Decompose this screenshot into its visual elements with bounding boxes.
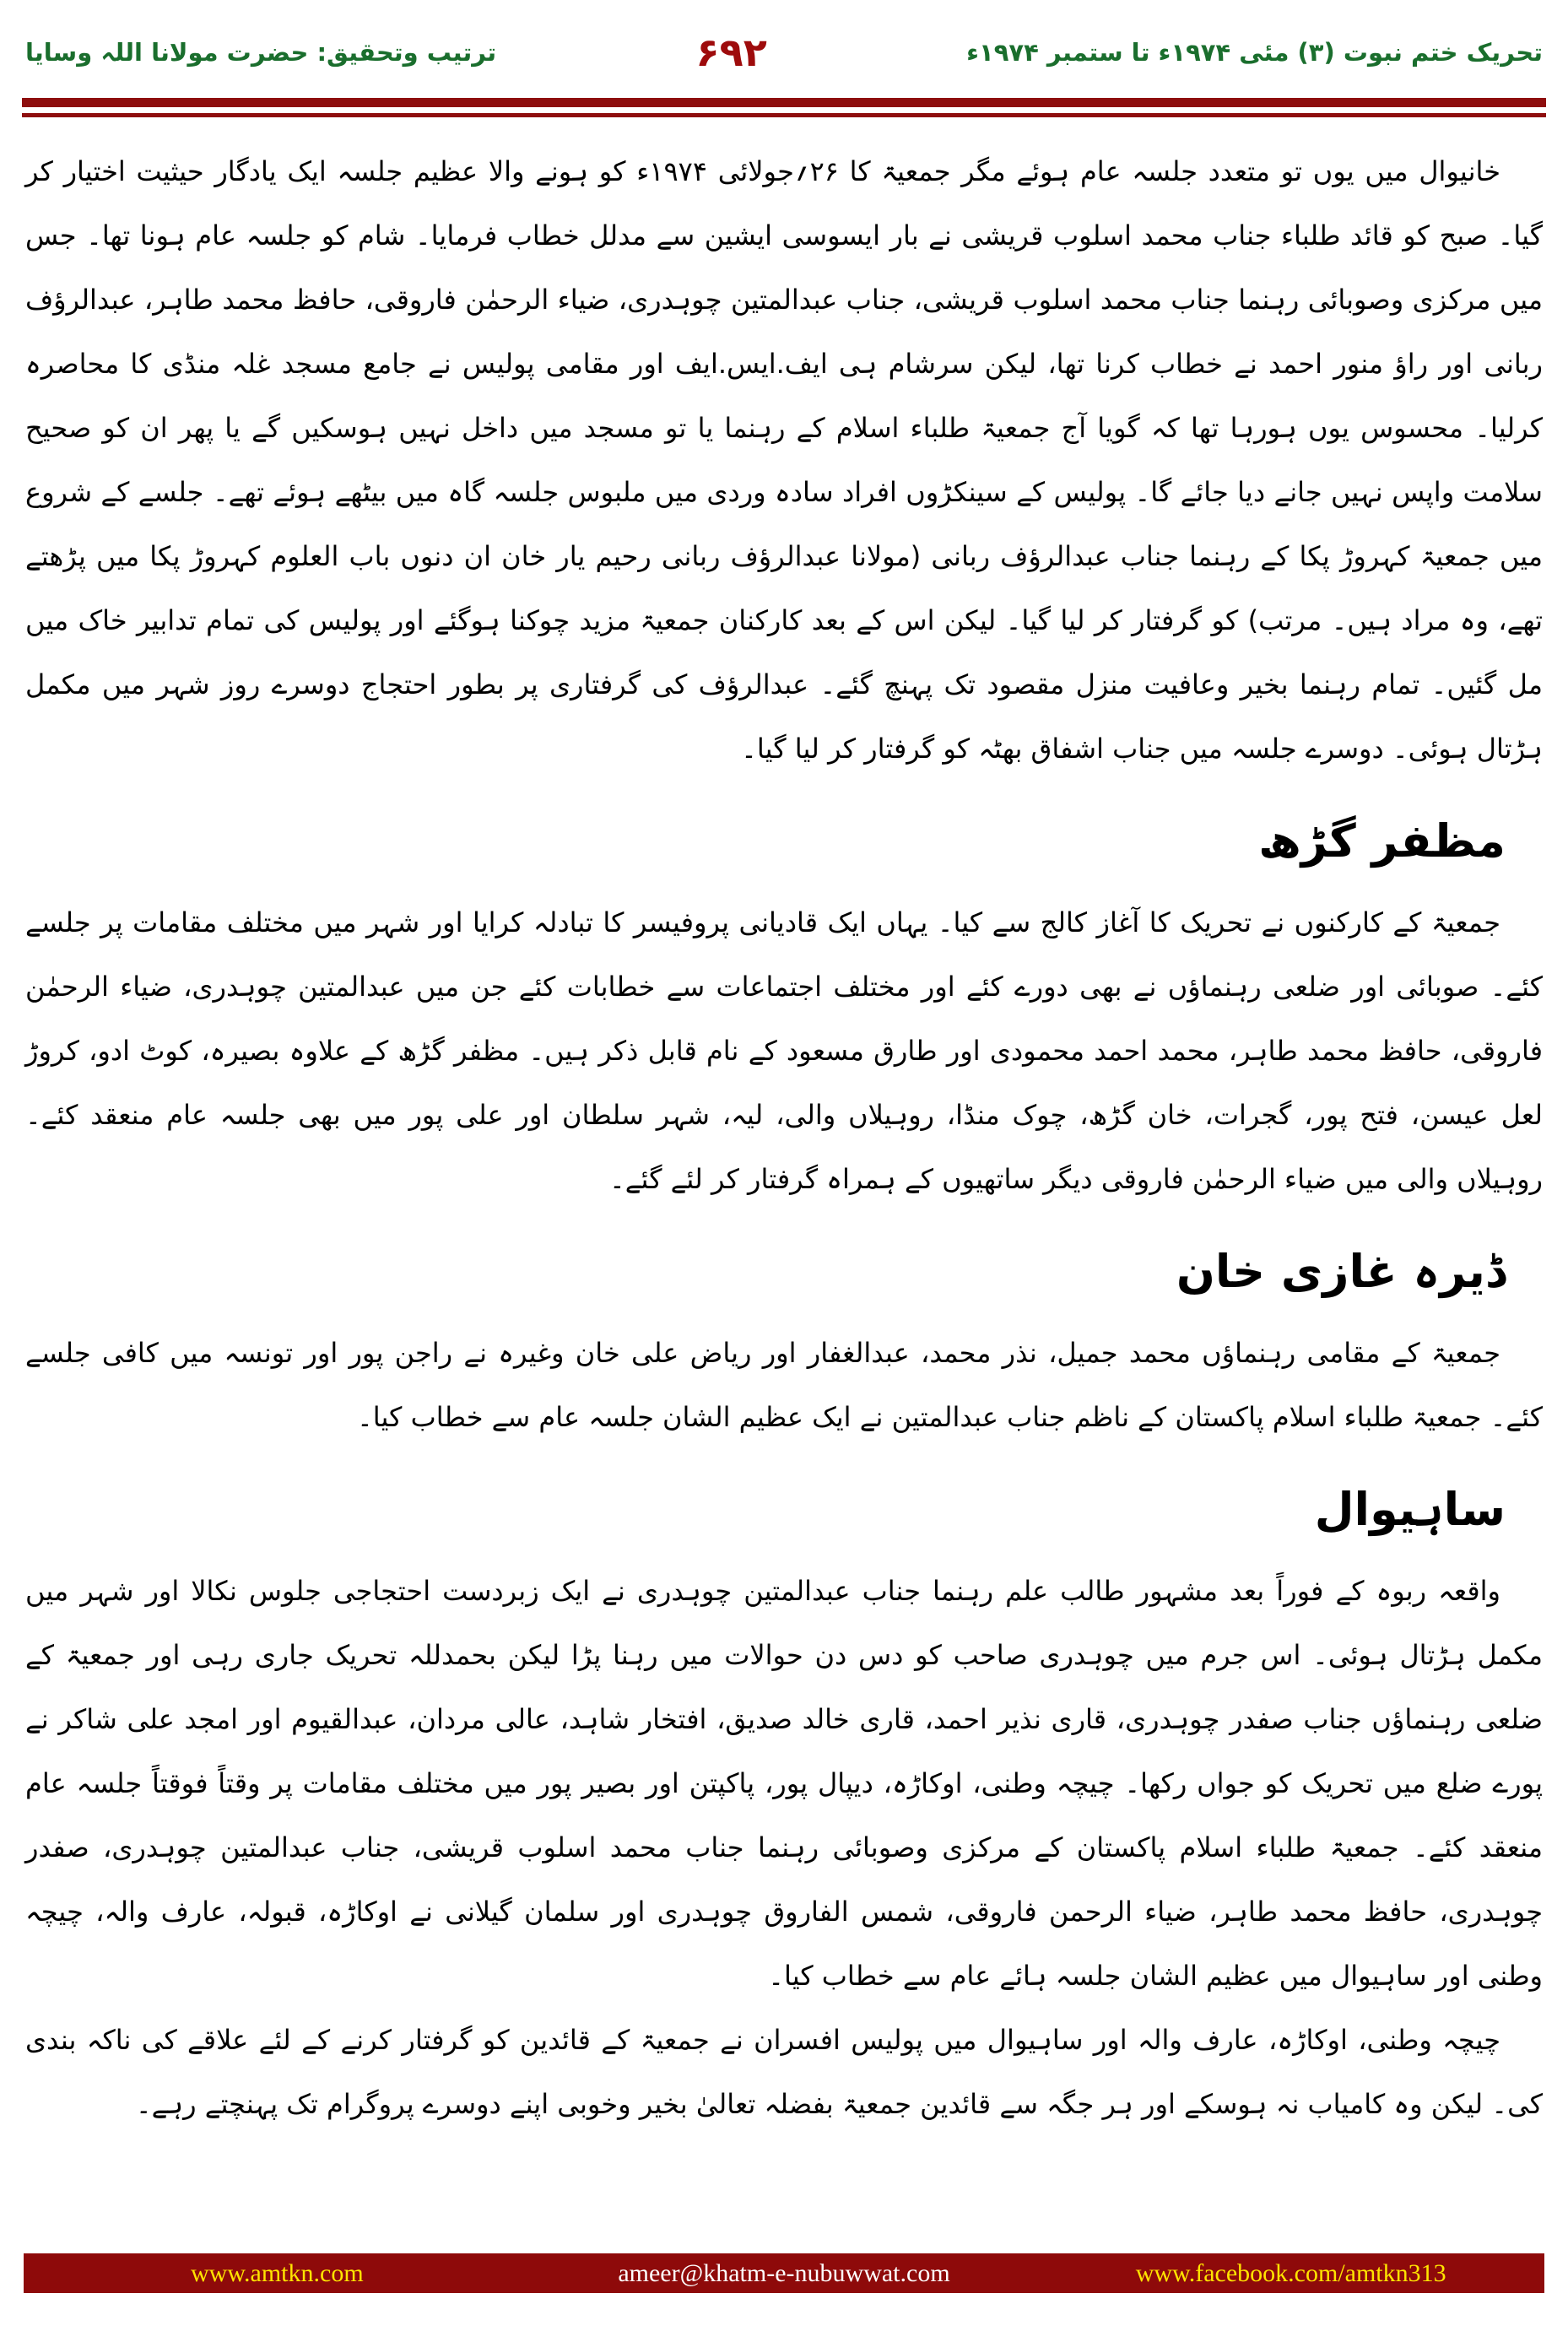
divider-thick-line: [22, 98, 1546, 107]
footer-facebook-url: www.facebook.com/amtkn313: [1135, 2259, 1446, 2287]
divider-gap: [22, 107, 1546, 113]
paragraph-muzaffargarh: جمعیۃ کے کارکنوں نے تحریک کا آغاز کالج سے کیا۔ یہاں ایک قادیانی پروفیسر کا تبادلہ کرایا اور شہر میں مختلف مقامات پر جلسے کئے۔ صوبائی اور ضلعی رہنماؤں نے بھی دورے کئے اور مختلف اجتماعات سے خطابات کئے جن میں عبدالمتین چوہدری، ضیاء الرحمٰن فاروقی، حافظ محمد طاہر، محمد احمد محمودی اور طارق مسعود کے نام قابل ذکر ہیں۔ مظفر گڑھ کے علاوہ بصیرہ، کوٹ ادو، کروڑ لعل عیسن، فتح پور، گجرات، خان گڑھ، چوک منڈا، روہیلاں والی، لیہ، شہر سلطان اور علی پور میں بھی جلسہ عام منعقد کئے۔ روہیلاں والی میں ضیاء الرحمٰن فاروقی دیگر ساتھیوں کے ہمراہ گرفتار کر لئے گئے۔: [25, 906, 1543, 1195]
paragraph-khanewal: خانیوال میں یوں تو متعدد جلسہ عام ہوئے مگر جمعیۃ کا ۲۶؍جولائی ۱۹۷۴ء کو ہونے والا عظیم جلسہ ایک یادگار حیثیت اختیار کر گیا۔ صبح کو قائد طلباء جناب محمد اسلوب قریشی نے بار ایسوسی ایشین سے مدلل خطاب فرمایا۔ شام کو جلسہ عام ہونا تھا۔ جس میں مرکزی وصوبائی رہنما جناب محمد اسلوب قریشی، جناب عبدالمتین چوہدری، ضیاء الرحمٰن فاروقی، حافظ محمد طاہر، عبدالرؤف ربانی اور راؤ منور احمد نے خطاب کرنا تھا، لیکن سرشام ہی ایف.ایس.ایف اور مقامی پولیس نے جامع مسجد غلہ منڈی کا محاصرہ کرلیا۔ محسوس یوں ہورہا تھا کہ گویا آج جمعیۃ طلباء اسلام کے رہنما یا تو مسجد میں داخل نہیں ہوسکیں گے یا پھر ان کو صحیح سلامت واپس نہیں جانے دیا جائے گا۔ پولیس کے سینکڑوں افراد سادہ وردی میں ملبوس جلسہ گاہ میں بیٹھے ہوئے تھے۔ جلسے کے شروع میں جمعیۃ کہروڑ پکا کے رہنما جناب عبدالرؤف ربانی (مولانا عبدالرؤف ربانی رحیم یار خان ان دنوں باب العلوم کہروڑ پکا میں پڑھتے تھے، وہ مراد ہیں۔ مرتب) کو گرفتار کر لیا گیا۔ لیکن اس کے بعد کارکنان جمعیۃ مزید چوکنا ہوگئے اور پولیس کی تمام تدابیر خاک میں مل گئیں۔ تمام رہنما بخیر وعافیت منزل مقصود تک پہنچ گئے۔ عبدالرؤف کی گرفتاری پر بطور احتجاج دوسرے روز شہر میں مکمل ہڑتال ہوئی۔ دوسرے جلسہ میں جناب اشفاق بھٹہ کو گرفتار کر لیا گیا۔: [25, 155, 1543, 765]
heading-muzaffargarh: مظفر گڑھ: [1258, 814, 1506, 868]
page-body: [0, 117, 1568, 2136]
paragraph-sahiwal-2: چیچہ وطنی، اوکاڑہ، عارف والہ اور ساہیوال میں پولیس افسران نے جمعیۃ کے قائدین کو گرفتار کرنے کے لئے علاقے کی ناکہ بندی کی۔ لیکن وہ کامیاب نہ ہوسکے اور ہر جگہ سے قائدین جمعیۃ بفضلہ تعالیٰ بخیر وخوبی اپنے دوسرے پروگرام تک پہنچتے رہے۔: [25, 2024, 1543, 2120]
page-header: [0, 0, 1568, 93]
header-editor-credit: ترتیب وتحقیق: حضرت مولانا اللہ وسایا: [25, 38, 497, 67]
heading-dera-ghazi-khan: ڈیرہ غازی خان: [1176, 1245, 1506, 1298]
header-book-title: تحریک ختم نبوت (۳) مئی ۱۹۷۴ء تا ستمبر ۱۹۷۴ء: [966, 38, 1543, 67]
header-divider: [22, 98, 1546, 117]
footer-website-url: www.amtkn.com: [190, 2259, 364, 2287]
heading-sahiwal: ساہیوال: [1314, 1483, 1506, 1536]
footer-email-address: ameer@khatm-e-nubuwwat.com: [618, 2259, 950, 2287]
page-number: ۶۹۲: [695, 30, 767, 75]
footer-bar: [24, 2253, 1544, 2293]
paragraph-sahiwal-1: واقعہ ربوہ کے فوراً بعد مشہور طالب علم رہنما جناب عبدالمتین چوہدری نے ایک زبردست احتجاجی جلوس نکالا اور شہر میں مکمل ہڑتال ہوئی۔ اس جرم میں چوہدری صاحب کو دس دن حوالات میں رہنا پڑا لیکن بحمدللہ تحریک جاری رہی اور جمعیۃ کے ضلعی رہنماؤں جناب صفدر چوہدری، قاری نذیر احمد، قاری خالد صدیق، افتخار شاہد، عالی مردان، عبدالقیوم اور امجد علی شاکر نے پورے ضلع میں تحریک کو جواں رکھا۔ چیچہ وطنی، اوکاڑہ، دیپال پور، پاکپتن اور بصیر پور میں مختلف مقامات پر وقتاً فوقتاً جلسہ عام منعقد کئے۔ جمعیۃ طلباء اسلام پاکستان کے مرکزی وصوبائی رہنما جناب محمد اسلوب قریشی، جناب عبدالمتین چوہدری، صفدر چوہدری، حافظ محمد طاہر، ضیاء الرحمن فاروقی، شمس الفاروق چوہدری اور سلمان گیلانی نے اوکاڑہ، قبولہ، عارف والہ، چیچہ وطنی اور ساہیوال میں عظیم الشان جلسہ ہائے عام سے خطاب کیا۔: [25, 1575, 1543, 1992]
paragraph-dera-ghazi-khan: جمعیۃ کے مقامی رہنماؤں محمد جمیل، نذر محمد، عبدالغفار اور ریاض علی خان وغیرہ نے راجن پور اور تونسہ میں کافی جلسے کئے۔ جمعیۃ طلباء اسلام پاکستان کے ناظم جناب عبدالمتین نے ایک عظیم الشان جلسہ عام سے خطاب کیا۔: [25, 1337, 1543, 1433]
